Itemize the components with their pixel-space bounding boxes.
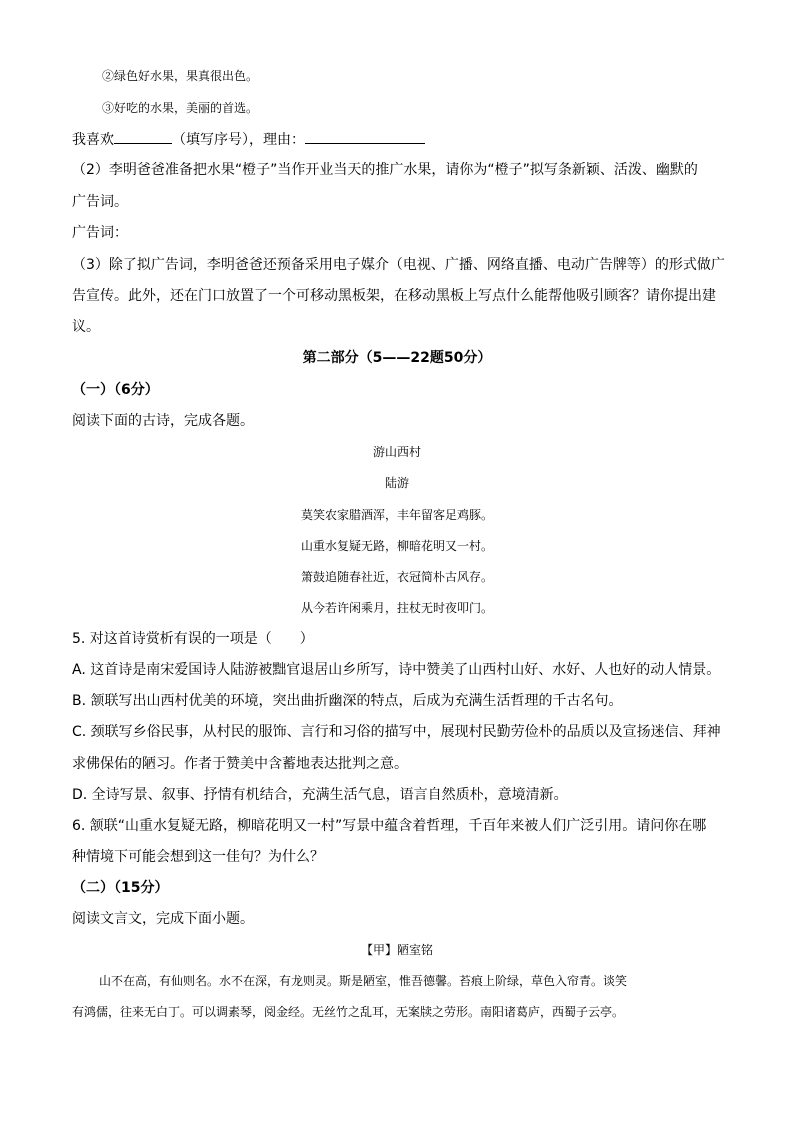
poem-author: 陆游 bbox=[384, 476, 409, 490]
question-3-line-1: （3）除了拟广告词，李明爸爸还预备采用电子媒介（电视、广播、网络直播、电动广告牌等）的形式做广 bbox=[72, 257, 725, 273]
poem-line: 莫笑农家腊酒浑，丰年留客足鸡豚。 bbox=[300, 508, 493, 522]
question-3-line-3: 议。 bbox=[72, 319, 100, 335]
section-1-heading: （一）（6分） bbox=[72, 382, 159, 398]
poem-line: 山重水复疑无路，柳暗花明又一村。 bbox=[300, 539, 493, 553]
question-2-line-2: 广告词。 bbox=[72, 194, 128, 210]
question-5-option-a[interactable]: A. 这首诗是南宋爱国诗人陆游被黜官退居山乡所写，诗中赞美了山西村山好、水好、人也好的动人情景。 bbox=[72, 662, 721, 678]
part-2-title: 第二部分（5——22题50分） bbox=[302, 350, 492, 366]
option-2: ②绿色好水果，果真很出色。 bbox=[102, 69, 259, 83]
poem-title: 游山西村 bbox=[372, 445, 421, 459]
reason-blank[interactable] bbox=[305, 129, 425, 144]
fill-in-line bbox=[72, 129, 425, 150]
section-2-heading: （二）（15分） bbox=[72, 880, 169, 896]
question-5-option-c[interactable]: C. 颈联写乡俗民事，从村民的服饰、言行和习俗的描写中，展现村民勤劳俭朴的品质以及宣扬迷信、拜神 bbox=[72, 724, 721, 740]
question-5-option-c-cont: 求佛保佑的陋习。作者于赞美中含蓄地表达批判之意。 bbox=[72, 756, 408, 772]
question-2-line-1: （2）李明爸爸准备把水果“橙子”当作开业当天的推广水果，请你为“橙子”拟写条新颖、活泼、幽默的 bbox=[72, 162, 698, 178]
serial-number-blank[interactable] bbox=[114, 129, 172, 144]
question-5-option-b[interactable]: B. 颔联写出山西村优美的环境，突出曲折幽深的特点，后成为充满生活哲理的千古名句。 bbox=[72, 693, 623, 709]
passage-line-1: 山不在高，有仙则名。水不在深，有龙则灵。斯是陋室，惟吾德馨。苔痕上阶绿，草色入帘青。谈笑 bbox=[99, 974, 628, 988]
question-6-line-2: 种情境下可能会想到这一佳句？为什么？ bbox=[72, 849, 324, 865]
section-2-instruction: 阅读文言文，完成下面小题。 bbox=[72, 911, 254, 927]
passage-line-2: 有鸿儒，往来无白丁。可以调素琴，阅金经。无丝竹之乱耳，无案牍之劳形。南阳诸葛庐，西蜀子云亭。 bbox=[72, 1005, 625, 1019]
poem-line: 从今若许闲乘月，拄杖无时夜叩门。 bbox=[300, 601, 493, 615]
question-6-line-1: 6. 颔联“山重水复疑无路，柳暗花明又一村”写景中蕴含着哲理，千百年来被人们广泛引用。请问你在哪 bbox=[72, 818, 707, 834]
fill-in-prefix: 我喜欢 bbox=[72, 132, 114, 148]
passage-title: 【甲】陋室铭 bbox=[360, 943, 433, 957]
fill-in-middle: （填写序号），理由： bbox=[172, 132, 305, 148]
question-3-line-2: 告宣传。此外，还在门口放置了一个可移动黑板架，在移动黑板上写点什么能帮他吸引顾客？请你提出建 bbox=[72, 288, 716, 304]
poem-line: 箫鼓追随春社近，衣冠简朴古风存。 bbox=[300, 570, 493, 584]
option-3: ③好吃的水果，美丽的首选。 bbox=[102, 101, 259, 115]
question-5-option-d[interactable]: D. 全诗写景、叙事、抒情有机结合，充满生活气息，语言自然质朴，意境清新。 bbox=[72, 787, 568, 803]
section-1-instruction: 阅读下面的古诗，完成各题。 bbox=[72, 413, 254, 429]
slogan-label: 广告词： bbox=[72, 225, 128, 241]
question-5-stem: 5. 对这首诗赏析有误的一项是（ ） bbox=[72, 631, 314, 647]
